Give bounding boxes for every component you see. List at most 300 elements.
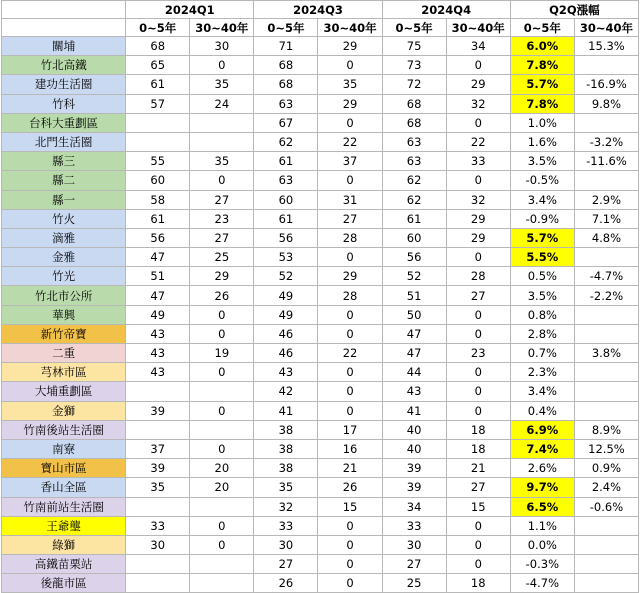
value-cell: 43 <box>126 324 190 343</box>
growth-cell: 8.9% <box>574 420 638 439</box>
period-header: 2024Q3 <box>254 1 382 19</box>
value-cell: 16 <box>318 439 382 458</box>
value-cell: 33 <box>382 516 446 535</box>
area-name-cell: 大埔重劃區 <box>2 382 126 401</box>
value-cell: 0 <box>446 248 510 267</box>
area-name-cell: 竹南前站生活圈 <box>2 497 126 516</box>
value-cell: 22 <box>318 344 382 363</box>
value-cell: 30 <box>254 535 318 554</box>
value-cell: 35 <box>254 478 318 497</box>
value-cell <box>126 574 190 593</box>
table-row <box>2 555 639 574</box>
corner-cell <box>2 19 126 37</box>
growth-cell: -0.3% <box>510 555 574 574</box>
area-name-cell: 華興 <box>2 305 126 324</box>
value-cell: 15 <box>318 497 382 516</box>
value-cell: 32 <box>446 190 510 209</box>
value-cell: 20 <box>190 478 254 497</box>
growth-cell <box>574 363 638 382</box>
value-cell: 0 <box>446 56 510 75</box>
value-cell: 71 <box>254 37 318 56</box>
value-cell: 68 <box>254 56 318 75</box>
area-name-cell: 芎林市區 <box>2 363 126 382</box>
table-row <box>2 459 639 478</box>
area-name-cell: 滴雅 <box>2 228 126 247</box>
growth-cell: 3.5% <box>510 286 574 305</box>
growth-cell: 3.4% <box>510 382 574 401</box>
subcol-header: 0~5年 <box>126 19 190 37</box>
table-row <box>2 267 639 286</box>
growth-cell: 5.5% <box>510 248 574 267</box>
value-cell: 0 <box>446 516 510 535</box>
value-cell: 29 <box>446 209 510 228</box>
value-cell: 25 <box>382 574 446 593</box>
value-cell <box>190 382 254 401</box>
subcol-header: 30~40年 <box>190 19 254 37</box>
value-cell: 39 <box>382 478 446 497</box>
value-cell: 39 <box>382 459 446 478</box>
value-cell: 47 <box>126 286 190 305</box>
table-row <box>2 439 639 458</box>
value-cell: 58 <box>126 190 190 209</box>
value-cell: 0 <box>318 401 382 420</box>
growth-cell: 7.8% <box>510 56 574 75</box>
growth-cell: 1.1% <box>510 516 574 535</box>
growth-cell: 7.4% <box>510 439 574 458</box>
value-cell: 0 <box>446 401 510 420</box>
value-cell: 0 <box>446 382 510 401</box>
value-cell: 52 <box>382 267 446 286</box>
value-cell: 19 <box>190 344 254 363</box>
value-cell: 60 <box>382 228 446 247</box>
value-cell: 56 <box>126 228 190 247</box>
value-cell: 22 <box>446 132 510 151</box>
value-cell: 0 <box>318 555 382 574</box>
value-cell: 0 <box>446 324 510 343</box>
value-cell: 63 <box>254 94 318 113</box>
growth-cell: -3.2% <box>574 132 638 151</box>
value-cell: 35 <box>126 478 190 497</box>
value-cell: 18 <box>446 439 510 458</box>
value-cell: 63 <box>254 171 318 190</box>
value-cell: 43 <box>382 382 446 401</box>
value-cell: 20 <box>190 459 254 478</box>
value-cell: 39 <box>126 459 190 478</box>
area-name-cell: 竹科 <box>2 94 126 113</box>
table-row <box>2 37 639 56</box>
value-cell: 0 <box>318 324 382 343</box>
value-cell: 46 <box>254 324 318 343</box>
value-cell <box>126 382 190 401</box>
value-cell: 21 <box>318 459 382 478</box>
growth-cell: 0.8% <box>510 305 574 324</box>
area-name-cell: 香山全區 <box>2 478 126 497</box>
value-cell: 47 <box>126 248 190 267</box>
table-row <box>2 516 639 535</box>
growth-cell: 2.9% <box>574 190 638 209</box>
growth-cell: 2.8% <box>510 324 574 343</box>
value-cell: 29 <box>318 94 382 113</box>
table-row <box>2 497 639 516</box>
value-cell: 23 <box>446 344 510 363</box>
growth-cell <box>574 574 638 593</box>
value-cell: 28 <box>318 228 382 247</box>
value-cell: 0 <box>190 516 254 535</box>
value-cell: 31 <box>318 190 382 209</box>
table-row <box>2 152 639 171</box>
value-cell: 18 <box>446 420 510 439</box>
table-row <box>2 324 639 343</box>
value-cell: 43 <box>254 363 318 382</box>
growth-cell: 15.3% <box>574 37 638 56</box>
growth-cell: 6.5% <box>510 497 574 516</box>
value-cell: 26 <box>254 574 318 593</box>
corner-cell <box>2 1 126 19</box>
growth-cell: -16.9% <box>574 75 638 94</box>
value-cell: 0 <box>190 363 254 382</box>
value-cell: 18 <box>446 574 510 593</box>
value-cell: 61 <box>126 209 190 228</box>
growth-cell: -0.5% <box>510 171 574 190</box>
table-row <box>2 344 639 363</box>
value-cell: 27 <box>382 555 446 574</box>
growth-cell <box>574 305 638 324</box>
value-cell: 63 <box>382 152 446 171</box>
value-cell: 0 <box>190 56 254 75</box>
value-cell: 37 <box>126 439 190 458</box>
header-row-subcols <box>2 19 639 37</box>
value-cell <box>126 113 190 132</box>
table-row <box>2 228 639 247</box>
value-cell: 35 <box>318 75 382 94</box>
value-cell: 0 <box>190 439 254 458</box>
area-name-cell: 寶山市區 <box>2 459 126 478</box>
growth-cell <box>574 516 638 535</box>
table-row <box>2 209 639 228</box>
growth-cell: 0.7% <box>510 344 574 363</box>
growth-cell <box>574 382 638 401</box>
area-name-cell: 竹火 <box>2 209 126 228</box>
subcol-header: 0~5年 <box>254 19 318 37</box>
value-cell: 44 <box>382 363 446 382</box>
value-cell: 27 <box>190 228 254 247</box>
value-cell: 15 <box>446 497 510 516</box>
value-cell: 22 <box>318 132 382 151</box>
value-cell: 52 <box>254 267 318 286</box>
table-row <box>2 535 639 554</box>
value-cell: 56 <box>254 228 318 247</box>
growth-cell <box>574 555 638 574</box>
value-cell: 53 <box>254 248 318 267</box>
value-cell: 60 <box>254 190 318 209</box>
area-name-cell: 台科大重劃區 <box>2 113 126 132</box>
value-cell: 24 <box>190 94 254 113</box>
value-cell <box>126 132 190 151</box>
value-cell: 29 <box>318 267 382 286</box>
value-cell: 41 <box>254 401 318 420</box>
area-name-cell: 關埔 <box>2 37 126 56</box>
value-cell: 0 <box>446 535 510 554</box>
value-cell: 28 <box>318 286 382 305</box>
growth-cell: -0.6% <box>574 497 638 516</box>
table-row <box>2 382 639 401</box>
value-cell: 33 <box>446 152 510 171</box>
value-cell <box>190 555 254 574</box>
value-cell: 26 <box>190 286 254 305</box>
table-row <box>2 305 639 324</box>
value-cell <box>190 497 254 516</box>
subcol-header: 30~40年 <box>574 19 638 37</box>
value-cell: 65 <box>126 56 190 75</box>
value-cell: 43 <box>126 344 190 363</box>
area-name-cell: 王爺壟 <box>2 516 126 535</box>
table-row <box>2 171 639 190</box>
value-cell <box>190 574 254 593</box>
growth-cell: 5.7% <box>510 75 574 94</box>
value-cell: 29 <box>446 228 510 247</box>
table-row <box>2 401 639 420</box>
table-body <box>2 37 639 593</box>
value-cell: 17 <box>318 420 382 439</box>
value-cell: 27 <box>446 478 510 497</box>
value-cell: 27 <box>446 286 510 305</box>
area-name-cell: 竹北市公所 <box>2 286 126 305</box>
value-cell: 61 <box>254 209 318 228</box>
value-cell: 60 <box>126 171 190 190</box>
area-name-cell: 後龍市區 <box>2 574 126 593</box>
value-cell: 27 <box>254 555 318 574</box>
area-name-cell: 高鐵苗栗站 <box>2 555 126 574</box>
value-cell: 35 <box>190 75 254 94</box>
value-cell: 34 <box>382 497 446 516</box>
area-name-cell: 金獅 <box>2 401 126 420</box>
value-cell: 0 <box>318 382 382 401</box>
value-cell: 21 <box>446 459 510 478</box>
value-cell: 0 <box>446 113 510 132</box>
value-cell: 0 <box>318 113 382 132</box>
value-cell: 68 <box>382 113 446 132</box>
table-row <box>2 363 639 382</box>
value-cell: 0 <box>318 56 382 75</box>
value-cell: 62 <box>382 171 446 190</box>
value-cell: 0 <box>318 363 382 382</box>
value-cell: 35 <box>190 152 254 171</box>
value-cell: 38 <box>254 420 318 439</box>
value-cell: 62 <box>254 132 318 151</box>
table-row <box>2 94 639 113</box>
value-cell: 33 <box>254 516 318 535</box>
growth-cell: 7.1% <box>574 209 638 228</box>
table-row <box>2 574 639 593</box>
growth-cell: 7.8% <box>510 94 574 113</box>
value-cell: 0 <box>446 363 510 382</box>
growth-cell: -2.2% <box>574 286 638 305</box>
area-name-cell: 綠獅 <box>2 535 126 554</box>
value-cell: 75 <box>382 37 446 56</box>
growth-cell: 6.9% <box>510 420 574 439</box>
period-header: Q2Q漲幅 <box>510 1 638 19</box>
value-cell: 38 <box>254 439 318 458</box>
value-cell: 0 <box>318 574 382 593</box>
value-cell: 57 <box>126 94 190 113</box>
subcol-header: 30~40年 <box>318 19 382 37</box>
growth-cell: 1.6% <box>510 132 574 151</box>
value-cell: 38 <box>254 459 318 478</box>
growth-cell: 1.0% <box>510 113 574 132</box>
value-cell: 67 <box>254 113 318 132</box>
growth-cell: 9.8% <box>574 94 638 113</box>
table-row <box>2 75 639 94</box>
area-name-cell: 竹北高鐵 <box>2 56 126 75</box>
growth-cell: 2.6% <box>510 459 574 478</box>
value-cell: 0 <box>446 305 510 324</box>
value-cell: 40 <box>382 439 446 458</box>
growth-cell <box>574 56 638 75</box>
area-name-cell: 金雅 <box>2 248 126 267</box>
area-name-cell: 縣二 <box>2 171 126 190</box>
growth-cell: 9.7% <box>510 478 574 497</box>
value-cell: 30 <box>190 37 254 56</box>
area-name-cell: 竹光 <box>2 267 126 286</box>
table-row <box>2 190 639 209</box>
value-cell: 25 <box>190 248 254 267</box>
value-cell: 26 <box>318 478 382 497</box>
value-cell: 68 <box>254 75 318 94</box>
value-cell: 0 <box>318 535 382 554</box>
value-cell: 0 <box>190 401 254 420</box>
growth-cell: -0.9% <box>510 209 574 228</box>
table-row <box>2 248 639 267</box>
value-cell: 0 <box>318 516 382 535</box>
value-cell: 51 <box>126 267 190 286</box>
growth-cell: 3.4% <box>510 190 574 209</box>
growth-cell <box>574 535 638 554</box>
growth-cell: 0.0% <box>510 535 574 554</box>
value-cell: 49 <box>126 305 190 324</box>
value-cell: 41 <box>382 401 446 420</box>
value-cell <box>126 555 190 574</box>
growth-cell: 5.7% <box>510 228 574 247</box>
price-table <box>1 0 639 593</box>
area-name-cell: 縣三 <box>2 152 126 171</box>
value-cell: 47 <box>382 324 446 343</box>
value-cell: 29 <box>318 37 382 56</box>
table-row <box>2 286 639 305</box>
value-cell: 0 <box>190 305 254 324</box>
value-cell: 51 <box>382 286 446 305</box>
value-cell: 23 <box>190 209 254 228</box>
value-cell <box>126 497 190 516</box>
growth-cell <box>574 401 638 420</box>
growth-cell: 3.8% <box>574 344 638 363</box>
value-cell: 39 <box>126 401 190 420</box>
subcol-header: 30~40年 <box>446 19 510 37</box>
value-cell: 0 <box>446 171 510 190</box>
table-row <box>2 420 639 439</box>
growth-cell <box>574 113 638 132</box>
value-cell <box>190 132 254 151</box>
value-cell: 47 <box>382 344 446 363</box>
value-cell: 62 <box>382 190 446 209</box>
value-cell: 42 <box>254 382 318 401</box>
value-cell: 49 <box>254 286 318 305</box>
value-cell: 49 <box>254 305 318 324</box>
value-cell: 73 <box>382 56 446 75</box>
growth-cell: -11.6% <box>574 152 638 171</box>
value-cell: 0 <box>318 248 382 267</box>
value-cell: 68 <box>126 37 190 56</box>
area-name-cell: 建功生活圈 <box>2 75 126 94</box>
value-cell: 50 <box>382 305 446 324</box>
growth-cell: 0.4% <box>510 401 574 420</box>
growth-cell: 4.8% <box>574 228 638 247</box>
value-cell: 34 <box>446 37 510 56</box>
value-cell <box>190 420 254 439</box>
table-row <box>2 56 639 75</box>
table-row <box>2 113 639 132</box>
growth-cell: 2.4% <box>574 478 638 497</box>
growth-cell: -4.7% <box>510 574 574 593</box>
growth-cell: 3.5% <box>510 152 574 171</box>
value-cell: 72 <box>382 75 446 94</box>
growth-cell: 0.9% <box>574 459 638 478</box>
value-cell: 56 <box>382 248 446 267</box>
value-cell: 30 <box>382 535 446 554</box>
value-cell: 61 <box>254 152 318 171</box>
area-name-cell: 二重 <box>2 344 126 363</box>
value-cell: 37 <box>318 152 382 171</box>
value-cell: 33 <box>126 516 190 535</box>
table-row <box>2 132 639 151</box>
value-cell: 27 <box>318 209 382 228</box>
value-cell: 0 <box>318 305 382 324</box>
value-cell: 29 <box>190 267 254 286</box>
value-cell: 27 <box>190 190 254 209</box>
value-cell: 29 <box>446 75 510 94</box>
table-row <box>2 478 639 497</box>
growth-cell <box>574 248 638 267</box>
value-cell: 0 <box>190 324 254 343</box>
growth-cell <box>574 171 638 190</box>
area-name-cell: 竹南後站生活圈 <box>2 420 126 439</box>
value-cell <box>126 420 190 439</box>
area-name-cell: 北門生活圈 <box>2 132 126 151</box>
value-cell <box>190 113 254 132</box>
value-cell: 32 <box>254 497 318 516</box>
growth-cell: 2.3% <box>510 363 574 382</box>
value-cell: 61 <box>126 75 190 94</box>
value-cell: 28 <box>446 267 510 286</box>
growth-cell: 6.0% <box>510 37 574 56</box>
period-header: 2024Q1 <box>126 1 254 19</box>
area-name-cell: 縣一 <box>2 190 126 209</box>
area-name-cell: 新竹帝寶 <box>2 324 126 343</box>
header-row-periods <box>2 1 639 19</box>
growth-cell: 0.5% <box>510 267 574 286</box>
value-cell: 68 <box>382 94 446 113</box>
value-cell: 63 <box>382 132 446 151</box>
value-cell: 61 <box>382 209 446 228</box>
growth-cell: -4.7% <box>574 267 638 286</box>
value-cell: 55 <box>126 152 190 171</box>
value-cell: 46 <box>254 344 318 363</box>
value-cell: 0 <box>190 535 254 554</box>
value-cell: 0 <box>446 555 510 574</box>
subcol-header: 0~5年 <box>382 19 446 37</box>
period-header: 2024Q4 <box>382 1 510 19</box>
growth-cell: 12.5% <box>574 439 638 458</box>
value-cell: 43 <box>126 363 190 382</box>
